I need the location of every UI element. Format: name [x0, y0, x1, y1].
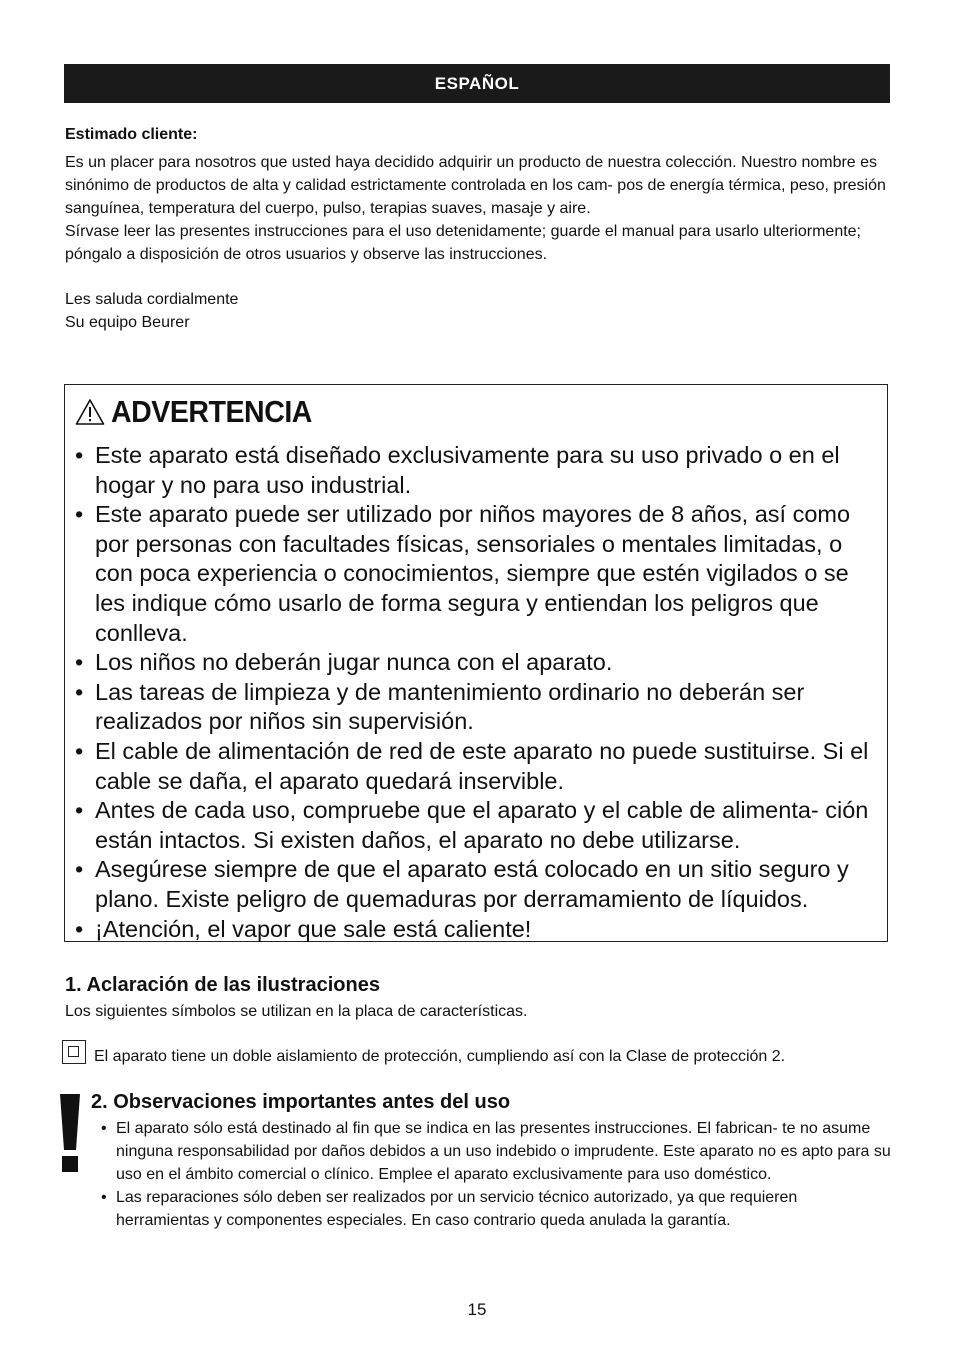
- greeting-paragraph-1: Es un placer para nosotros que usted haya decidido adquirir un producto de nuestra colección. Nuestro nombre es sinónimo de productos de alta y calidad estrictamente controlada en los cam- pos de energía térmica, peso, presión sanguínea, temperatura del cuerpo, pulso, terapias suaves, masaje y aire.: [65, 154, 886, 217]
- warning-item: • Asegúrese siempre de que el aparato está colocado en un sitio seguro y plano. Existe peligro de quemaduras por derramamiento de líquidos.: [75, 855, 879, 914]
- warning-box: [64, 384, 888, 942]
- warning-list: [75, 441, 879, 944]
- greeting-block: [65, 123, 895, 334]
- symbol-row: [62, 1040, 785, 1064]
- greeting-paragraph-2: Sírvase leer las presentes instrucciones para el uso detenidamente; guarde el manual para usarlo ulteriormente; póngalo a disposición de otros usuarios y observe las instrucciones.: [65, 223, 861, 263]
- notes-list: [91, 1117, 891, 1232]
- illustrations-section: [65, 972, 895, 1023]
- language-title: ESPAÑOL: [434, 73, 520, 93]
- double-insulation-icon: [62, 1040, 86, 1064]
- note-item: • El aparato sólo está destinado al fin que se indica en las presentes instrucciones. El fabrican- te no asume ninguna responsabilidad por daños debidos a un uso indebido o imprudente. Este aparato no es apto para su uso en el ámbito comercial o clínico. Emplee el aparato exclusivamente para uso doméstico.: [91, 1117, 891, 1186]
- important-notes-section: [91, 1089, 891, 1232]
- warning-item: • El cable de alimentación de red de este aparato no puede sustituirse. Si el cable se daña, el aparato quedará inservible.: [75, 737, 879, 796]
- page-number: 15: [467, 1300, 487, 1319]
- warning-item: • Los niños no deberán jugar nunca con el aparato.: [75, 648, 879, 678]
- warning-item: • Este aparato está diseñado exclusivamente para su uso privado o en el hogar y no para uso industrial.: [75, 441, 879, 500]
- section-intro: Los siguientes símbolos se utilizan en la placa de características.: [65, 1003, 528, 1020]
- closing-line-1: Les saluda cordialmente: [65, 291, 239, 308]
- section-heading: 2. Observaciones importantes antes del uso: [91, 1091, 511, 1113]
- section-language-header: [64, 64, 890, 103]
- warning-item: • Este aparato puede ser utilizado por niños mayores de 8 años, así como por personas con facultades físicas, sensoriales o mentales limitadas, o con poca experiencia o conocimientos, siempre que estén vigilados o se les indique cómo usarlo de forma segura y entiendan los peligros que conlleva.: [75, 500, 879, 648]
- section-heading: 1. Aclaración de las ilustraciones: [65, 974, 380, 996]
- warning-title: ADVERTENCIA: [111, 394, 312, 429]
- warning-item: • Las tareas de limpieza y de mantenimiento ordinario no deberán ser realizados por niños sin supervisión.: [75, 678, 879, 737]
- symbol-description: El aparato tiene un doble aislamiento de protección, cumpliendo así con la Clase de protección 2.: [94, 1048, 786, 1065]
- note-item: • Las reparaciones sólo deben ser realizados por un servicio técnico autorizado, ya que requieren herramientas y componentes especiales. En caso contrario queda anulada la garantía.: [91, 1186, 891, 1232]
- closing-line-2: Su equipo Beurer: [65, 314, 190, 331]
- exclamation-icon: [60, 1094, 82, 1176]
- salutation: Estimado cliente:: [65, 126, 198, 143]
- warning-item: • Antes de cada uso, compruebe que el aparato y el cable de alimenta- ción están intactos. Si existen daños, el aparato no debe utilizarse.: [75, 796, 879, 855]
- warning-triangle-icon: [75, 398, 105, 426]
- warning-header: [75, 393, 879, 431]
- warning-item: • ¡Atención, el vapor que sale está caliente!: [75, 915, 879, 945]
